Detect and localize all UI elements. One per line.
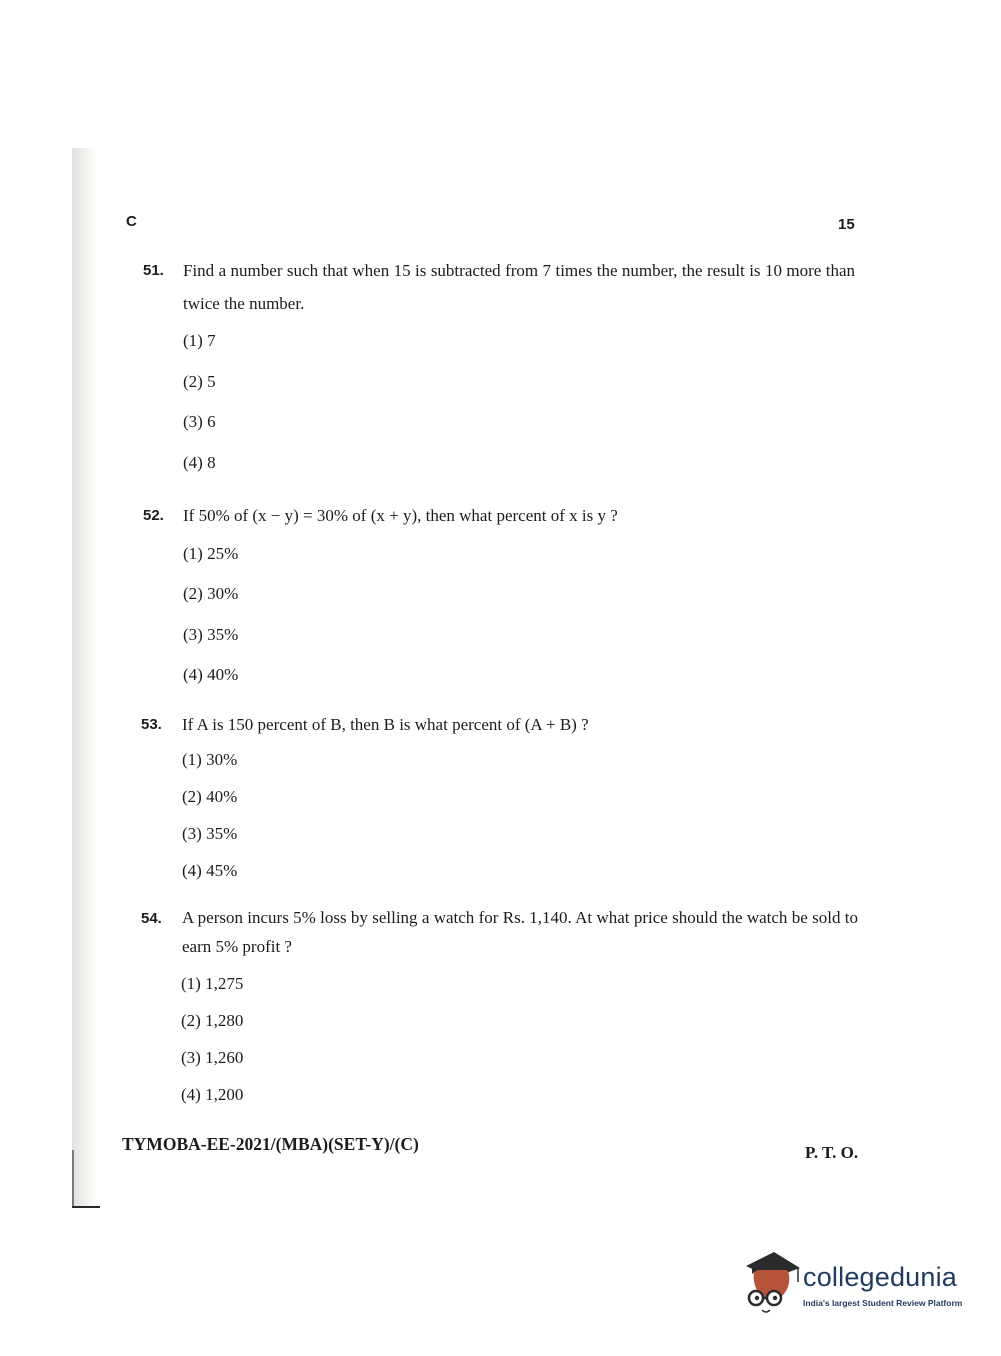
- answer-option: (4) 40%: [183, 665, 239, 684]
- scan-shadow: [72, 148, 96, 1208]
- answer-option: (3) 6: [183, 412, 216, 431]
- question-text: Find a number such that when 15 is subtracted from 7 times the number, the result is 10 more than twice the number.: [183, 261, 855, 313]
- answer-option: (2) 30%: [183, 584, 239, 603]
- answer-option: (3) 1,260: [181, 1048, 244, 1067]
- exam-code: TYMOBA-EE-2021/(MBA)(SET-Y)/(C): [122, 1134, 419, 1154]
- answer-option: (4) 45%: [182, 861, 238, 880]
- answer-option: (4) 1,200: [181, 1085, 244, 1104]
- answer-option: (4) 8: [183, 453, 216, 472]
- answer-option: (2) 40%: [182, 787, 238, 806]
- question-number: 53.: [141, 716, 162, 733]
- collegedunia-mascot-icon: [740, 1248, 802, 1314]
- please-turn-over: P. T. O.: [805, 1143, 859, 1162]
- question-number: 54.: [141, 910, 162, 927]
- scan-edge-line: [72, 1206, 100, 1208]
- question-text: A person incurs 5% loss by selling a watch for Rs. 1,140. At what price should the watch be sold to earn 5% profit ?: [182, 908, 858, 956]
- question-text: If 50% of (x − y) = 30% of (x + y), then what percent of x is y ?: [183, 506, 618, 525]
- question-number: 52.: [143, 507, 164, 524]
- logo-brand-text: collegedunia: [803, 1262, 958, 1292]
- answer-option: (2) 1,280: [181, 1011, 244, 1030]
- answer-option: (1) 25%: [183, 544, 239, 563]
- set-code: C: [126, 213, 137, 230]
- logo-tagline: India's largest Student Review Platform: [803, 1298, 963, 1308]
- answer-option: (1) 30%: [182, 750, 238, 769]
- page-number: 15: [838, 216, 855, 233]
- collegedunia-logo: [740, 1248, 972, 1314]
- answer-option: (3) 35%: [182, 824, 238, 843]
- question-number: 51.: [143, 262, 164, 279]
- answer-option: (2) 5: [183, 372, 216, 391]
- question-text: If A is 150 percent of B, then B is what percent of (A + B) ?: [182, 715, 589, 734]
- answer-option: (3) 35%: [183, 625, 239, 644]
- scan-edge: [72, 1150, 74, 1208]
- answer-option: (1) 7: [183, 331, 216, 350]
- answer-option: (1) 1,275: [181, 974, 244, 993]
